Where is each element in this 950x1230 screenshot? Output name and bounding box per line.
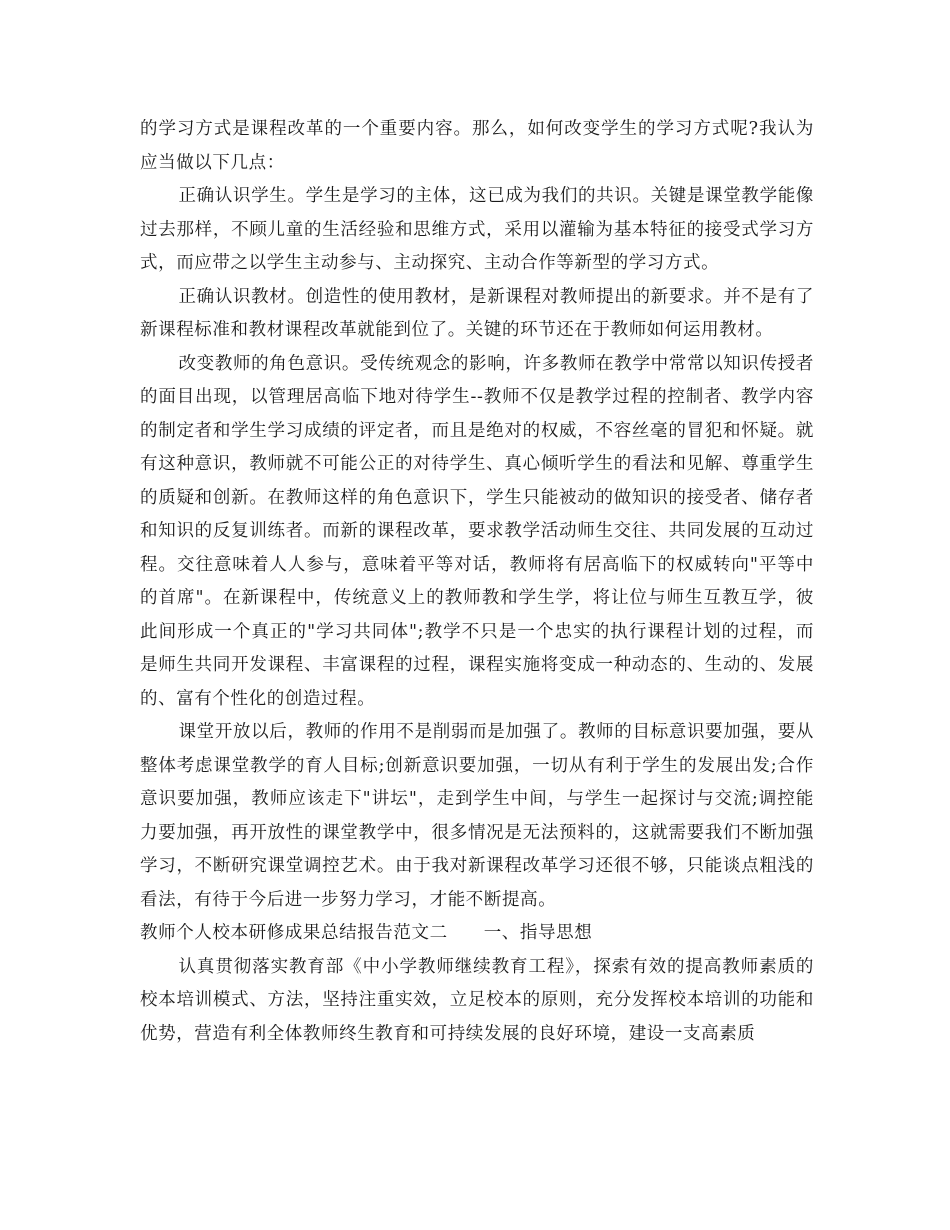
section-title: 教师个人校本研修成果总结报告范文二 [140, 923, 448, 943]
paragraph-guiding-thought: 认真贯彻落实教育部《中小学教师继续教育工程》，探索有效的提高教师素质的校本培训模式、方法，坚持注重实效，立足校本的原则，充分发挥校本培训的功能和优势，营造有利全体教师终生教育和可持续发展的良好环境，建设一支高素质 [140, 956, 814, 1044]
paragraph-2: 正确认识学生。学生是学习的主体，这已成为我们的共识。关键是课堂教学能像过去那样，不顾儿童的生活经验和思维方式，采用以灌输为基本特征的接受式学习方式，而应带之以学生主动参与、主动探究、主动合作等新型的学习方式。 [140, 186, 814, 273]
paragraph-4: 改变教师的角色意识。受传统观念的影响，许多教师在教学中常常以知识传授者的面目出现，以管理居高临下地对待学生--教师不仅是教学过程的控制者、教学内容的制定者和学生学习成绩的评定者，而且是绝对的权威，不容丝毫的冒犯和怀疑。就有这种意识，教师就不可能公正的对待学生、真心倾听学生的看法和见解、尊重学生的质疑和创新。在教师这样的角色意识下，学生只能被动的做知识的接受者、储存者和知识的反复训练者。而新的课程改革，要求教学活动师生交往、共同发展的互动过程。交往意味着人人参与，意味着平等对话，教师将有居高临下的权威转向"平等中的首席"。在新课程中，传统意义上的教师教和学生学，将让位与师生互教互学，彼此间形成一个真正的"学习共同体";教学不只是一个忠实的执行课程计划的过程，而是师生共同开发课程、丰富课程的过程，课程实施将变成一种动态的、生动的、发展的、富有个性化的创造过程。 [140, 353, 814, 709]
paragraph-5: 课堂开放以后，教师的作用不是削弱而是加强了。教师的目标意识要加强，要从整体考虑课堂教学的育人目标;创新意识要加强，一切从有利于学生的发展出发;合作意识要加强，教师应该走下"讲坛"，走到学生中间，与学生一起探讨与交流;调控能力要加强，再开放性的课堂教学中，很多情况是无法预料的，这就需要我们不断加强学习，不断研究课堂调控艺术。由于我对新课程改革学习还很不够，只能谈点粗浅的看法，有待于今后进一步努力学习，才能不断提高。 [140, 722, 814, 910]
paragraph-1: 的学习方式是课程改革的一个重要内容。那么，如何改变学生的学习方式呢?我认为应当做以下几点： [140, 119, 814, 173]
section-heading [140, 917, 814, 951]
paragraph-3: 正确认识教材。创造性的使用教材，是新课程对教师提出的新要求。并不是有了新课程标准和教材课程改革就能到位了。关键的环节还在于教师如何运用教材。 [140, 286, 814, 340]
document-body [140, 113, 814, 1051]
section-subtitle: 一、指导思想 [483, 923, 593, 943]
